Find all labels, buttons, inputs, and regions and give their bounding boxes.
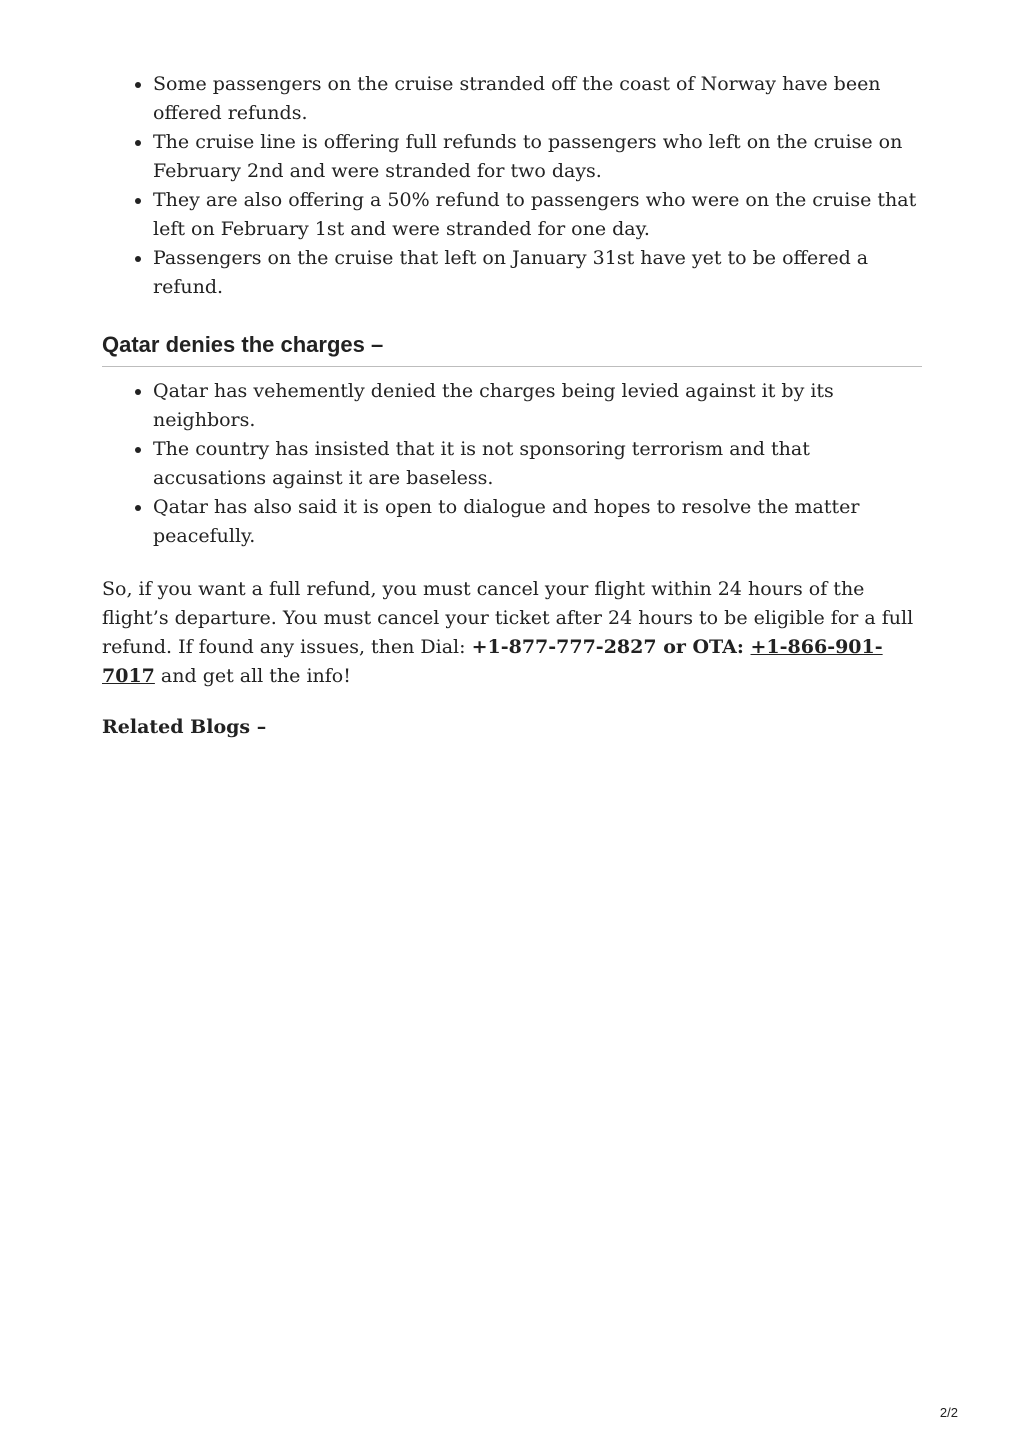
list-item: • Qatar has also said it is open to dialogue and hopes to resolve the matter peacefully. bbox=[153, 493, 922, 551]
section-heading: Qatar denies the charges – bbox=[102, 330, 922, 367]
qatar-bullet-list bbox=[102, 377, 922, 551]
dial-phone-number: +1-877-777-2827 or OTA: bbox=[471, 636, 751, 658]
list-item: • The country has insisted that it is not sponsoring terrorism and that accusations against it are baseless. bbox=[153, 435, 922, 493]
page-number: 2/2 bbox=[939, 1405, 958, 1420]
list-item: • Some passengers on the cruise stranded off the coast of Norway have been offered refunds. bbox=[153, 70, 922, 128]
list-item: • The cruise line is offering full refunds to passengers who left on the cruise on February 2nd and were stranded for two days. bbox=[153, 128, 922, 186]
article-content bbox=[102, 70, 922, 742]
ota-phone-link[interactable]: +1-866-901-7017 bbox=[102, 636, 883, 687]
list-item: • They are also offering a 50% refund to passengers who were on the cruise that left on February 1st and were stranded for one day. bbox=[153, 186, 922, 244]
list-item: • Passengers on the cruise that left on January 31st have yet to be offered a refund. bbox=[153, 244, 922, 302]
related-blogs-heading: Related Blogs – bbox=[102, 716, 267, 738]
refund-bullet-list bbox=[102, 70, 922, 302]
refund-paragraph bbox=[102, 575, 922, 691]
paragraph-text-end: and get all the info! bbox=[154, 665, 351, 687]
list-item: • Qatar has vehemently denied the charges being levied against it by its neighbors. bbox=[153, 377, 922, 435]
paragraph-text: So, if you want a full refund, you must cancel your flight within 24 hours of the flight’s departure. You must cancel your ticket after 24 hours to be eligible for a full refund. If found any issues, then Dial: bbox=[102, 578, 914, 658]
